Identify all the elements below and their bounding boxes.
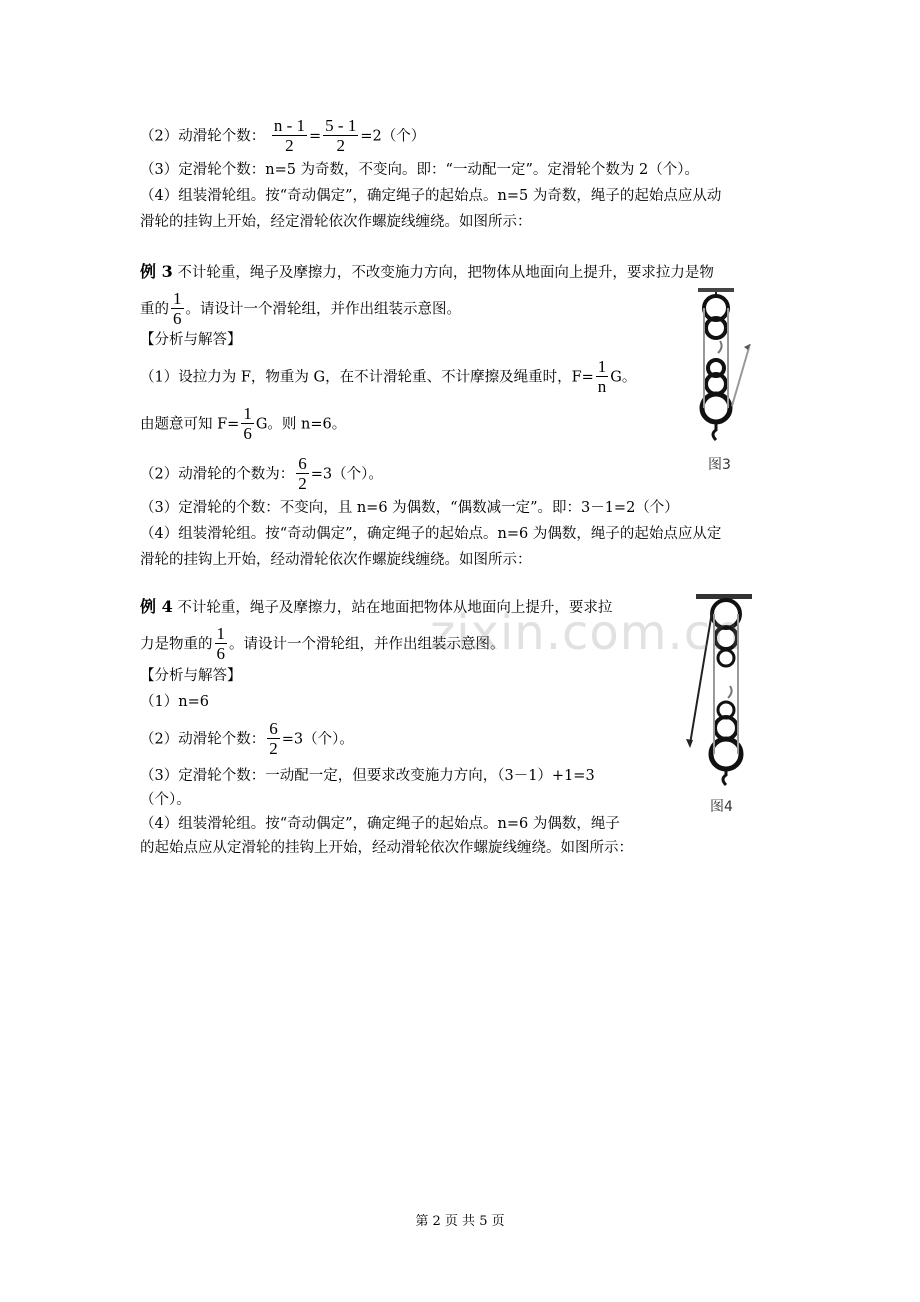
hook (728, 686, 732, 698)
example-3-label: 例 3 (140, 262, 173, 281)
example-3-step-2: （2）动滑轮的个数为： $\frac{6}{2}$ =3（个）。 (140, 454, 383, 493)
moving-pulley-2 (715, 717, 737, 739)
example-4-step-3b: （个）。 (140, 792, 191, 808)
page-footer: 第 2 页 共 5 页 (415, 1214, 505, 1229)
example-3-title-line-2: 重的 $\frac{1}{6}$ 。请设计一个滑轮组，并作出组装示意图。 (140, 289, 461, 328)
fraction-1-over-n: $\frac{1}{n}$ (597, 357, 607, 396)
fraction-5-minus-1-over-2: $\frac{5 - 1}{2}$ (325, 116, 357, 155)
fraction-6-over-2: $\frac{6}{2}$ (298, 454, 307, 493)
arrow-down-icon (686, 739, 693, 748)
pulley-figure-3 (690, 286, 760, 446)
step-3-fixed-pulleys: （3）定滑轮个数：n=5 为奇数，不变向。即：“一动配一定”。定滑轮个数为 2（个）。 (140, 162, 699, 178)
example-3-analysis-heading: 【分析与解答】 (140, 332, 242, 348)
example-4-step-3a: （3）定滑轮个数：一动配一定，但要求改变施力方向，（3－1）+1=3 (140, 768, 595, 784)
hook (718, 341, 722, 353)
fraction-1-over-6-b: $\frac{1}{6}$ (243, 404, 252, 443)
example-4-step-2: （2）动滑轮个数： $\frac{6}{2}$ =3（个）。 (140, 719, 354, 758)
example-4-label: 例 4 (140, 597, 173, 616)
fraction-6-over-2-ex4: $\frac{6}{2}$ (269, 719, 278, 758)
example-3-step-4b: 滑轮的挂钩上开始，经动滑轮依次作螺旋线缠绕。如图所示： (140, 552, 532, 568)
watermark: zixin.com.cn (430, 605, 743, 661)
example-4-title-line-2: 力是物重的 $\frac{1}{6}$ 。请设计一个滑轮组，并作出组装示意图。 (140, 624, 505, 663)
step-4-line-b: 滑轮的挂钩上开始，经定滑轮依次作螺旋线缠绕。如图所示： (140, 214, 532, 230)
step-4-line-a: （4）组装滑轮组。按“奇动偶定”，确定绳子的起始点。n=5 为奇数，绳子的起始点应从动 (140, 188, 722, 204)
moving-pulley-3 (702, 394, 730, 422)
ceiling-bar (698, 288, 734, 292)
moving-pulley-3 (711, 739, 741, 769)
example-4-analysis-heading: 【分析与解答】 (140, 668, 242, 684)
example-3-step-3: （3）定滑轮的个数：不变向，且 n=6 为偶数，“偶数减一定”。即：3－1=2（个） (140, 500, 679, 516)
fraction-1-over-6: $\frac{1}{6}$ (173, 289, 182, 328)
figure-4-label: 图4 (710, 799, 733, 815)
example-4-step-4a: （4）组装滑轮组。按“奇动偶定”，确定绳子的起始点。n=6 为偶数，绳子 (140, 816, 620, 832)
example-3-step-1b: 由题意可知 F= $\frac{1}{6}$ G。则 n=6。 (140, 404, 347, 443)
example-4-title: 例 4 不计轮重，绳子及摩擦力，站在地面把物体从地面向上提升，要求拉 (140, 597, 613, 616)
example-3-title: 例 3 不计轮重，绳子及摩擦力，不改变施力方向，把物体从地面向上提升，要求拉力是物 (140, 262, 714, 281)
example-3-step-1: （1）设拉力为 F，物重为 G，在不计滑轮重、不计摩擦及绳重时，F= $\frac{1}{n}$ G。 (140, 357, 637, 396)
load-hook (723, 769, 726, 785)
pull-rope (732, 344, 750, 406)
example-4-step-1: （1）n=6 (140, 694, 209, 710)
fraction-n-minus-1-over-2: $\frac{n - 1}{2}$ (273, 116, 306, 155)
step-2-moving-pulleys: （2）动滑轮个数： $\frac{n - 1}{2}$ = $\frac{5 - 1}{2}$ =2（个） (140, 116, 426, 155)
example-4-step-4b: 的起始点应从定滑轮的挂钩上开始，经动滑轮依次作螺旋线缠绕。如图所示： (140, 840, 633, 856)
example-3-step-4a: （4）组装滑轮组。按“奇动偶定”，确定绳子的起始点。n=6 为偶数，绳子的起始点应从定 (140, 526, 722, 542)
fraction-1-over-6-ex4: $\frac{1}{6}$ (216, 624, 225, 663)
figure-3-label: 图3 (708, 457, 731, 473)
load-hook (713, 422, 716, 440)
